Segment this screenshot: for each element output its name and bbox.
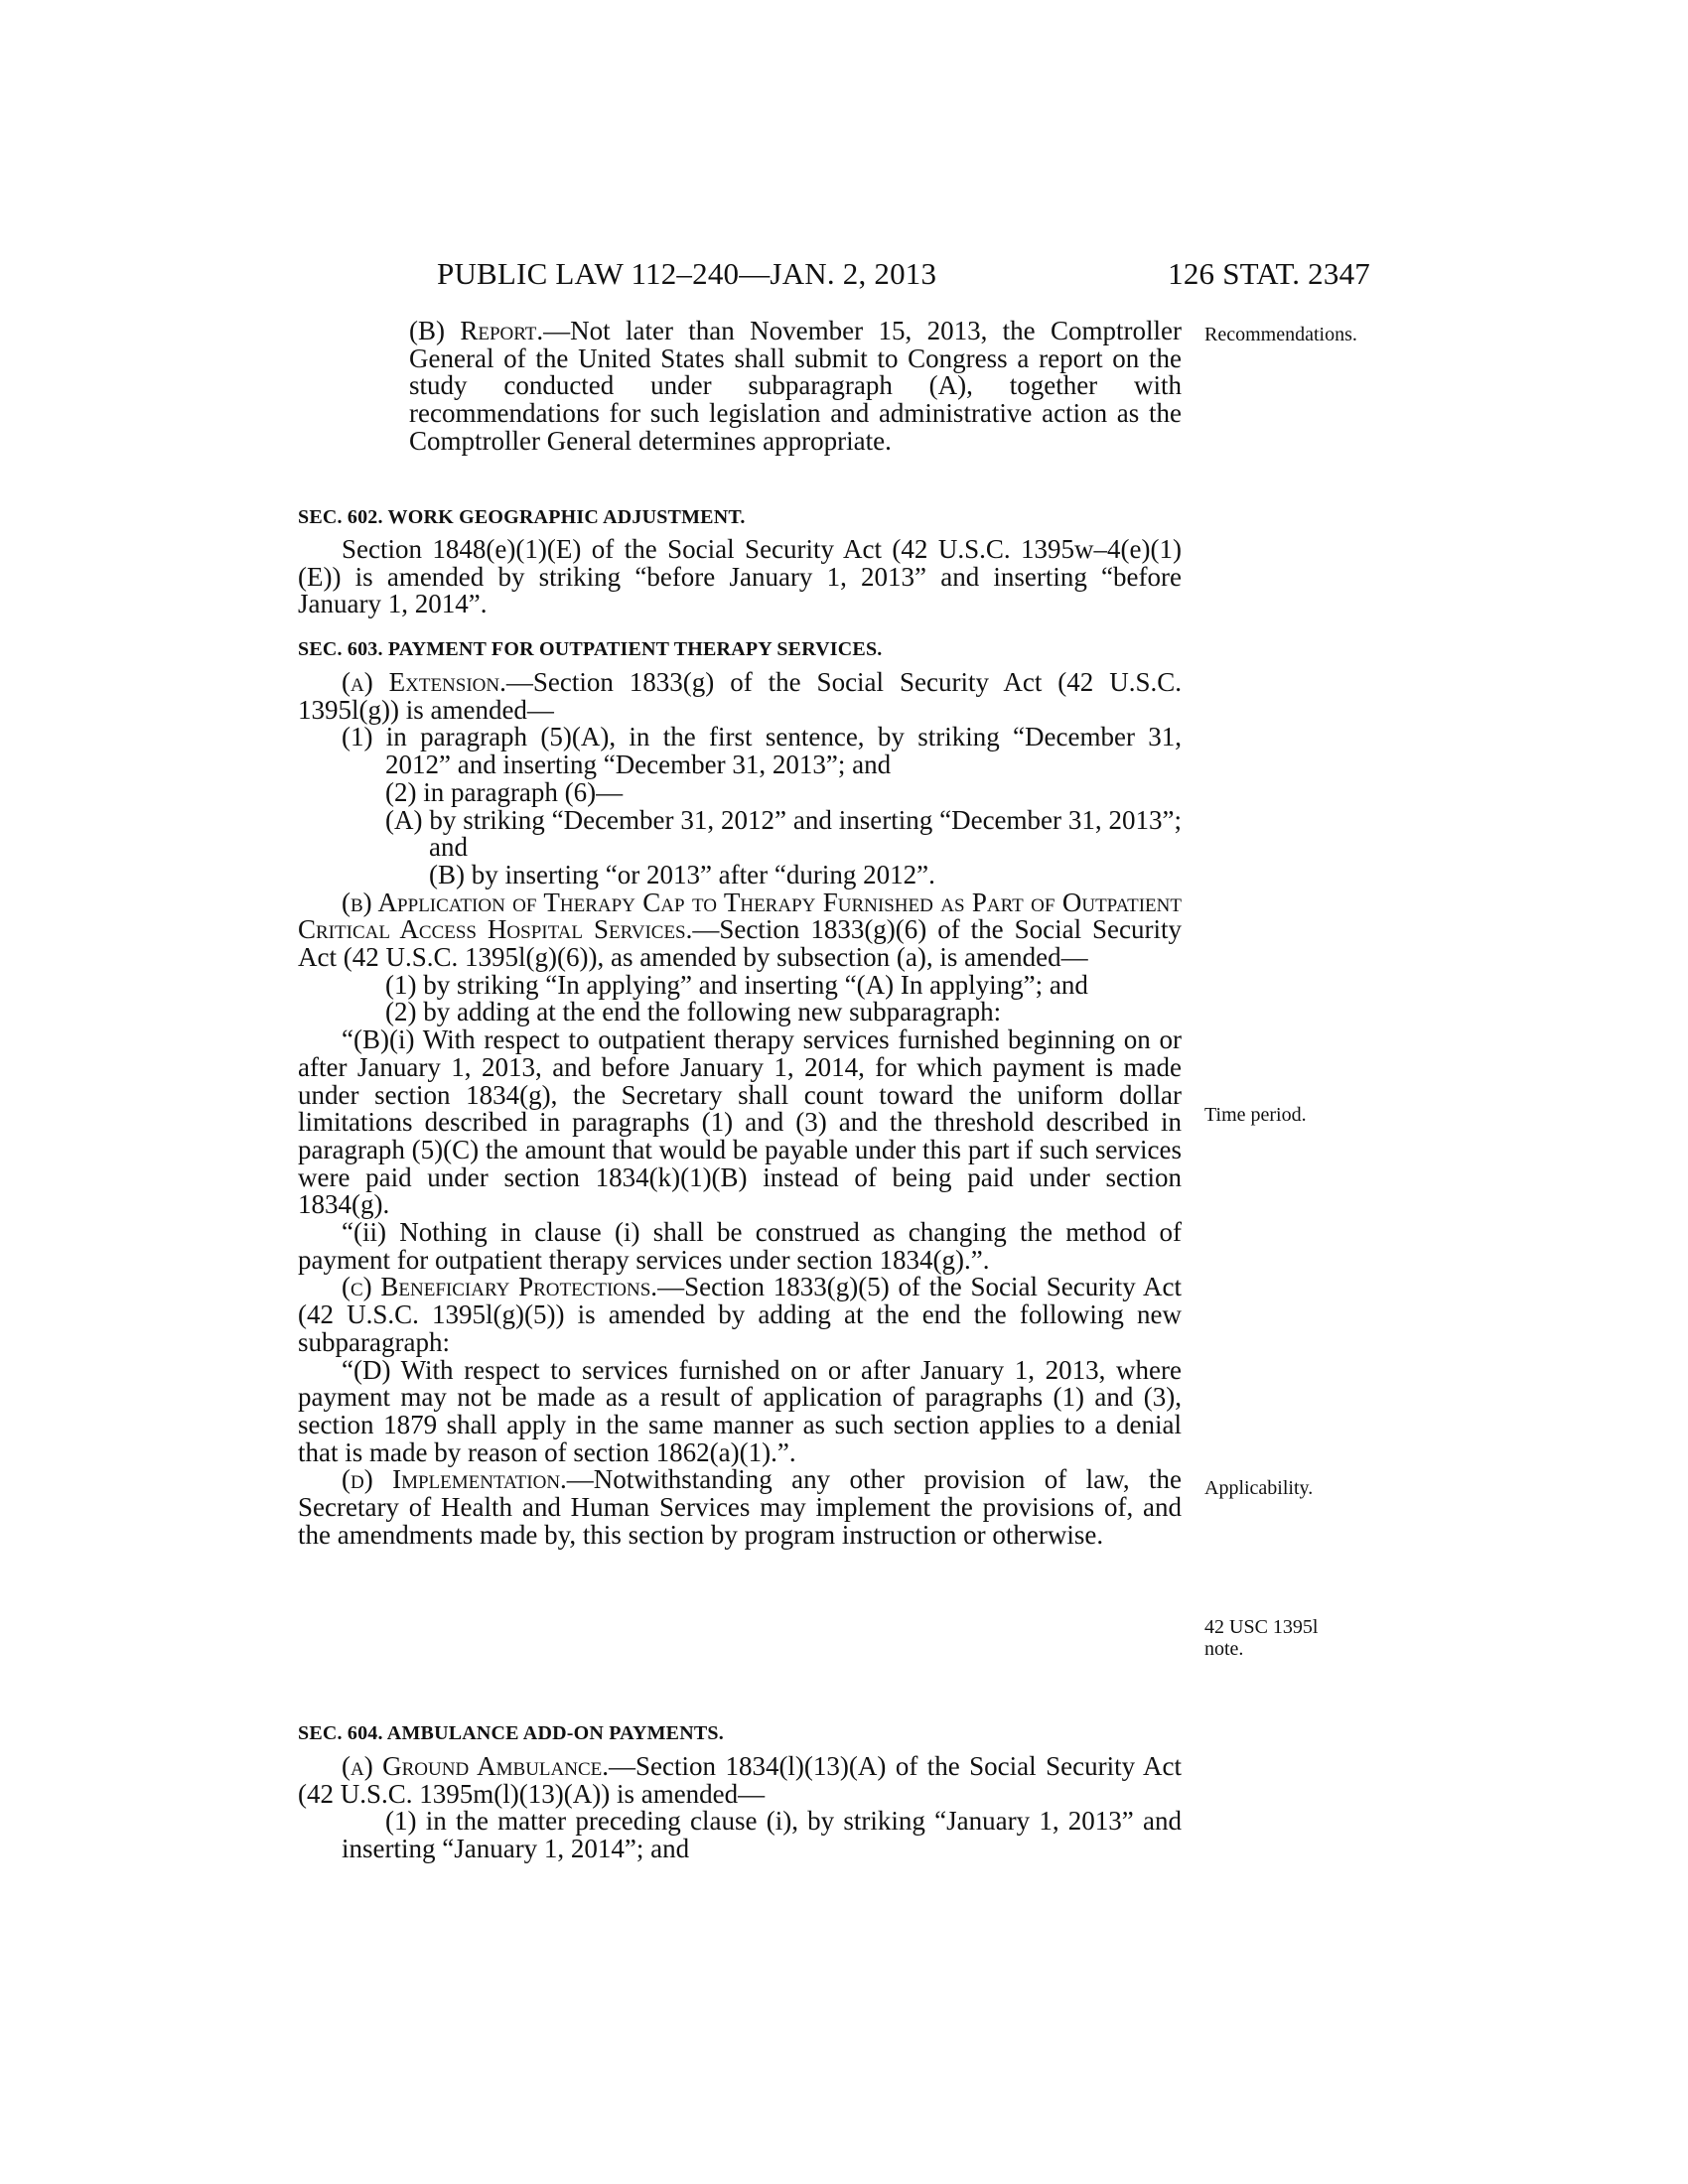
sec-603-b1: (1) by striking “In applying” and inserting “(A) In applying”; and: [385, 969, 1088, 1000]
sec-603-heading: SEC. 603. PAYMENT FOR OUTPATIENT THERAPY SERVICES.: [298, 638, 883, 660]
sec-603-a2A: (A) by striking “December 31, 2012” and inserting “December 31, 2013”; and: [385, 804, 1182, 863]
sec-603-d-text: —Notwithstanding any other provision of law, the Secretary of Health and Human Services may implement the provisions of, and the amendments made by, this section by program instruction or otherwise.: [298, 1464, 1182, 1550]
sec-603-c-text: —Section 1833(g)(5) of the Social Security Act (42 U.S.C. 1395l(g)(5)) is amended by adding at the end the following new subparagraph:: [298, 1272, 1182, 1357]
margin-note-recommendations: Recommendations.: [1204, 324, 1357, 345]
sec-603-body: [298, 669, 1182, 1550]
report-label: (B) Report.: [409, 316, 544, 345]
sec-603-d-label: (d) Implementation.: [342, 1464, 567, 1495]
stat-citation: 126 STAT. 2347: [1168, 256, 1370, 291]
sec-602-heading: SEC. 602. WORK GEOGRAPHIC ADJUSTMENT.: [298, 506, 746, 528]
sec-604-a-label: (a) Ground Ambulance.: [342, 1751, 610, 1781]
report-text: —Not later than November 15, 2013, the Comptroller General of the United States shall submit to Congress a report on the study conducted under subparagraph (A), together with recommendations for such legislation and administrative action as the Comptroller General determines appropriate.: [409, 316, 1182, 456]
sec-603-a-text: —Section 1833(g) of the Social Security Act (42 U.S.C. 1395l(g)) is amended—: [298, 667, 1183, 725]
margin-note-time-period: Time period.: [1204, 1104, 1307, 1126]
report-paragraph: [409, 318, 1182, 456]
sec-604-a1: (1) in the matter preceding clause (i), by striking “January 1, 2013” and inserting “January 1, 2014”; and: [342, 1806, 1182, 1864]
margin-note-usc: 42 USC 1395l note.: [1204, 1616, 1319, 1660]
sec-603-bii: “(ii) Nothing in clause (i) shall be construed as changing the method of payment for outpatient therapy services under section 1834(g).”.: [298, 1217, 1182, 1275]
sec-603-b-text: —Section 1833(g)(6) of the Social Security Act (42 U.S.C. 1395l(g)(6)), as amended by subsection (a), is amended—: [298, 914, 1183, 973]
margin-note-applicability: Applicability.: [1204, 1477, 1314, 1499]
running-head: PUBLIC LAW 112–240—JAN. 2, 2013: [437, 256, 937, 291]
sec-603-b-label: (b) Application of Therapy Cap to Therapy Furnished as Part of Outpatient Critical Access Hospital Services.: [298, 887, 1182, 945]
sec-602-text: Section 1848(e)(1)(E) of the Social Security Act (42 U.S.C. 1395w–4(e)(1)(E)) is amended by striking “before January 1, 2013” and inserting “before January 1, 2014”.: [298, 534, 1182, 619]
page-header: [298, 256, 1370, 296]
sec-603-cD: “(D) With respect to services furnished on or after January 1, 2013, where payment may not be made as a result of application of paragraphs (1) and (3), section 1879 shall apply in the same manner as such section applies to a denial that is made by reason of section 1862(a)(1).”.: [298, 1354, 1182, 1467]
sec-603-a2: (2) in paragraph (6)—: [385, 776, 624, 807]
sec-603-b2: (2) by adding at the end the following new subparagraph:: [385, 997, 1002, 1027]
sec-602-body: [298, 536, 1182, 618]
sec-604-body: [298, 1753, 1182, 1863]
sec-603-a1: (1) in paragraph (5)(A), in the first sentence, by striking “December 31, 2012” and inserting “December 31, 2013”; and: [342, 722, 1182, 780]
sec-603-a-label: (a) Extension.: [342, 667, 506, 697]
sec-603-bBi: “(B)(i) With respect to outpatient therapy services furnished beginning on or after January 1, 2013, and before January 1, 2014, for which payment is made under section 1834(g), the Secretary shall count toward the uniform dollar limitations described in paragraphs (1) and (3) and the threshold described in paragraph (5)(C) the amount that would be payable under this part if such services were paid under section 1834(k)(1)(B) instead of being paid under section 1834(g).: [298, 1024, 1182, 1220]
sec-603-a2B: (B) by inserting “or 2013” after “during 2012”.: [429, 859, 935, 889]
sec-604-a-text: —Section 1834(l)(13)(A) of the Social Security Act (42 U.S.C. 1395m(l)(13)(A)) is amended—: [298, 1751, 1182, 1809]
sec-603-c-label: (c) Beneficiary Protections.: [342, 1272, 658, 1302]
sec-604-heading: SEC. 604. AMBULANCE ADD-ON PAYMENTS.: [298, 1722, 724, 1744]
